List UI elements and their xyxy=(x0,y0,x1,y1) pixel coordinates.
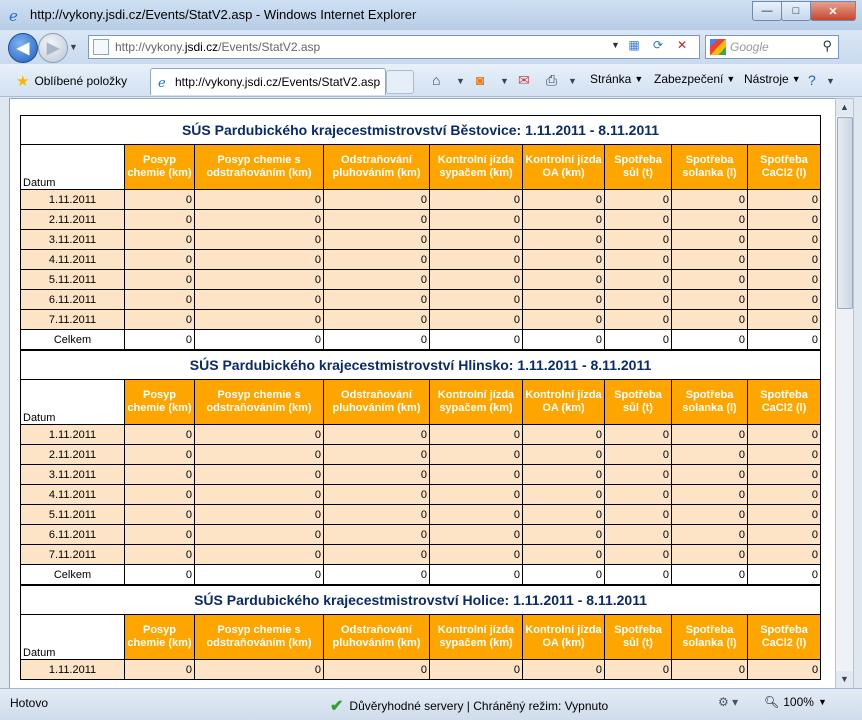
table-cell: 0 xyxy=(195,660,324,680)
table-cell: 0 xyxy=(430,210,523,230)
report-table xyxy=(20,350,821,585)
total-cell: 0 xyxy=(748,565,821,585)
row-date: 6.11.2011 xyxy=(21,525,125,545)
column-header-date: Datum xyxy=(21,615,125,660)
table-cell: 0 xyxy=(324,525,430,545)
column-header-date: Datum xyxy=(21,145,125,190)
column-header: Posyp chemie s odstraňováním (km) xyxy=(195,615,324,660)
report-title: SÚS Pardubického krajecestmistrovství Holice: 1.11.2011 - 8.11.2011 xyxy=(21,586,821,615)
favorites-button[interactable] xyxy=(16,72,127,90)
table-cell: 0 xyxy=(430,485,523,505)
table-cell: 0 xyxy=(125,250,195,270)
tab-title: http://vykony.jsdi.cz/Events/StatV2.asp xyxy=(175,75,381,89)
table-cell: 0 xyxy=(672,445,748,465)
table-row xyxy=(21,465,821,485)
table-cell: 0 xyxy=(605,525,672,545)
table-cell: 0 xyxy=(748,190,821,210)
table-cell: 0 xyxy=(748,250,821,270)
address-bar[interactable] xyxy=(88,35,700,59)
table-cell: 0 xyxy=(605,210,672,230)
table-cell: 0 xyxy=(430,525,523,545)
table-row xyxy=(21,425,821,445)
print-icon[interactable]: ⎙ xyxy=(546,72,558,88)
table-cell: 0 xyxy=(125,210,195,230)
table-cell: 0 xyxy=(748,485,821,505)
column-header: Posyp chemie (km) xyxy=(125,615,195,660)
table-cell: 0 xyxy=(430,230,523,250)
address-dropdown-icon[interactable]: ▼ xyxy=(611,40,620,50)
total-cell: 0 xyxy=(324,565,430,585)
table-cell: 0 xyxy=(324,310,430,330)
scroll-thumb[interactable] xyxy=(837,117,853,309)
report-table xyxy=(20,585,821,680)
row-date: 5.11.2011 xyxy=(21,505,125,525)
row-date: 1.11.2011 xyxy=(21,425,125,445)
table-cell: 0 xyxy=(672,505,748,525)
status-text: Hotovo xyxy=(10,696,49,710)
table-cell: 0 xyxy=(324,465,430,485)
feeds-dropdown-icon[interactable]: ▼ xyxy=(500,76,509,86)
table-cell: 0 xyxy=(195,425,324,445)
window-title: http://vykony.jsdi.cz/Events/StatV2.asp - Windows Internet Explorer xyxy=(30,7,417,22)
table-cell: 0 xyxy=(672,425,748,445)
total-cell: 0 xyxy=(430,330,523,350)
total-label: Celkem xyxy=(21,330,125,350)
table-cell: 0 xyxy=(324,505,430,525)
table-cell: 0 xyxy=(748,545,821,565)
table-cell: 0 xyxy=(605,545,672,565)
table-cell: 0 xyxy=(672,250,748,270)
table-cell: 0 xyxy=(125,190,195,210)
table-cell: 0 xyxy=(523,425,605,445)
table-cell: 0 xyxy=(324,425,430,445)
table-cell: 0 xyxy=(195,445,324,465)
table-cell: 0 xyxy=(195,230,324,250)
print-dropdown-icon[interactable]: ▼ xyxy=(568,76,577,86)
table-cell: 0 xyxy=(748,465,821,485)
star-icon: ★ xyxy=(16,73,30,90)
table-cell: 0 xyxy=(748,525,821,545)
column-header: Kontrolní jízda sypačem (km) xyxy=(430,380,523,425)
table-cell: 0 xyxy=(430,290,523,310)
table-cell: 0 xyxy=(324,270,430,290)
table-cell: 0 xyxy=(523,485,605,505)
table-cell: 0 xyxy=(605,505,672,525)
favorites-label: Oblíbené položky xyxy=(34,74,128,88)
table-cell: 0 xyxy=(125,290,195,310)
favorites-bar xyxy=(0,64,862,97)
column-header: Kontrolní jízda OA (km) xyxy=(523,615,605,660)
table-row xyxy=(21,270,821,290)
table-cell: 0 xyxy=(523,505,605,525)
table-cell: 0 xyxy=(605,485,672,505)
search-input[interactable]: Google xyxy=(730,40,769,54)
table-cell: 0 xyxy=(523,545,605,565)
table-cell: 0 xyxy=(672,270,748,290)
row-date: 2.11.2011 xyxy=(21,210,125,230)
row-date: 4.11.2011 xyxy=(21,250,125,270)
table-cell: 0 xyxy=(324,545,430,565)
table-cell: 0 xyxy=(324,190,430,210)
table-row xyxy=(21,445,821,465)
column-header: Spotřeba CaCl2 (l) xyxy=(748,615,821,660)
table-cell: 0 xyxy=(430,465,523,485)
row-date: 4.11.2011 xyxy=(21,485,125,505)
table-cell: 0 xyxy=(748,660,821,680)
table-cell: 0 xyxy=(195,545,324,565)
table-cell: 0 xyxy=(324,485,430,505)
ie-tab-icon xyxy=(157,75,171,89)
table-cell: 0 xyxy=(748,445,821,465)
table-cell: 0 xyxy=(324,250,430,270)
table-cell: 0 xyxy=(672,290,748,310)
table-cell: 0 xyxy=(195,210,324,230)
tab-current[interactable] xyxy=(150,68,386,95)
table-cell: 0 xyxy=(605,190,672,210)
close-button[interactable]: ✕ xyxy=(810,1,856,21)
table-cell: 0 xyxy=(672,525,748,545)
row-date: 7.11.2011 xyxy=(21,545,125,565)
feeds-icon[interactable]: ◙ xyxy=(476,72,485,88)
total-cell: 0 xyxy=(125,565,195,585)
table-cell: 0 xyxy=(672,190,748,210)
table-cell: 0 xyxy=(195,505,324,525)
table-cell: 0 xyxy=(672,545,748,565)
table-cell: 0 xyxy=(125,445,195,465)
home-dropdown-icon[interactable]: ▼ xyxy=(456,76,465,86)
column-header: Spotřeba CaCl2 (l) xyxy=(748,145,821,190)
table-row xyxy=(21,485,821,505)
security-zone[interactable]: ✔ Důvěryhodné servery | Chráněný režim: Vypnuto xyxy=(330,698,609,715)
column-header: Kontrolní jízda sypačem (km) xyxy=(430,145,523,190)
page-menu[interactable]: Stránka ▼ xyxy=(590,72,644,86)
total-cell: 0 xyxy=(523,330,605,350)
table-cell: 0 xyxy=(125,310,195,330)
back-button[interactable] xyxy=(8,33,38,63)
table-cell: 0 xyxy=(523,310,605,330)
table-cell: 0 xyxy=(748,425,821,445)
google-logo-icon xyxy=(710,39,726,55)
column-header: Spotřeba solanka (l) xyxy=(672,145,748,190)
table-cell: 0 xyxy=(672,210,748,230)
table-cell: 0 xyxy=(605,230,672,250)
new-tab-button[interactable] xyxy=(386,70,414,94)
table-cell: 0 xyxy=(195,290,324,310)
total-cell: 0 xyxy=(324,330,430,350)
table-cell: 0 xyxy=(523,210,605,230)
table-row xyxy=(21,230,821,250)
table-cell: 0 xyxy=(125,660,195,680)
stop-icon[interactable]: ✕ xyxy=(676,38,688,52)
total-cell: 0 xyxy=(125,330,195,350)
scroll-down-icon[interactable]: ▼ xyxy=(836,671,853,688)
table-cell: 0 xyxy=(195,310,324,330)
table-cell: 0 xyxy=(195,465,324,485)
total-cell: 0 xyxy=(195,330,324,350)
column-header: Spotřeba solanka (l) xyxy=(672,615,748,660)
home-icon[interactable]: ⌂ xyxy=(432,72,441,88)
table-cell: 0 xyxy=(523,660,605,680)
table-cell: 0 xyxy=(605,660,672,680)
total-cell: 0 xyxy=(748,330,821,350)
table-cell: 0 xyxy=(195,250,324,270)
table-cell: 0 xyxy=(672,230,748,250)
table-cell: 0 xyxy=(523,465,605,485)
column-header: Posyp chemie s odstraňováním (km) xyxy=(195,380,324,425)
table-cell: 0 xyxy=(523,445,605,465)
maximize-button[interactable]: □ xyxy=(781,1,811,21)
column-header: Spotřeba CaCl2 (l) xyxy=(748,380,821,425)
search-icon[interactable]: ⚲ xyxy=(822,38,832,53)
history-dropdown-icon[interactable]: ▼ xyxy=(69,42,78,52)
row-date: 1.11.2011 xyxy=(21,660,125,680)
table-cell: 0 xyxy=(748,505,821,525)
table-cell: 0 xyxy=(430,660,523,680)
back-arrow-icon: ◀ xyxy=(16,40,30,57)
column-header: Spotřeba sůl (t) xyxy=(605,615,672,660)
help-dropdown-icon[interactable]: ▼ xyxy=(826,76,835,86)
table-cell: 0 xyxy=(523,250,605,270)
table-cell: 0 xyxy=(672,465,748,485)
address-url[interactable]: http://vykony.jsdi.cz/Events/StatV2.asp xyxy=(115,40,321,54)
table-cell: 0 xyxy=(324,290,430,310)
table-cell: 0 xyxy=(125,465,195,485)
total-cell: 0 xyxy=(430,565,523,585)
zoom-control[interactable]: 🔍︎ 100% ▼ xyxy=(764,695,827,709)
table-cell: 0 xyxy=(430,505,523,525)
table-cell: 0 xyxy=(125,525,195,545)
table-cell: 0 xyxy=(605,445,672,465)
table-cell: 0 xyxy=(605,250,672,270)
table-row xyxy=(21,505,821,525)
column-header: Kontrolní jízda sypačem (km) xyxy=(430,615,523,660)
table-cell: 0 xyxy=(748,270,821,290)
column-header: Posyp chemie (km) xyxy=(125,380,195,425)
mail-icon[interactable]: ✉ xyxy=(518,72,530,88)
table-row xyxy=(21,660,821,680)
report-table xyxy=(20,115,821,350)
table-cell: 0 xyxy=(748,210,821,230)
table-cell: 0 xyxy=(672,660,748,680)
vertical-scrollbar[interactable] xyxy=(835,98,854,689)
table-cell: 0 xyxy=(748,230,821,250)
table-cell: 0 xyxy=(430,270,523,290)
column-header: Spotřeba sůl (t) xyxy=(605,145,672,190)
table-cell: 0 xyxy=(125,230,195,250)
table-cell: 0 xyxy=(748,290,821,310)
reports-container xyxy=(20,115,820,680)
total-cell: 0 xyxy=(672,565,748,585)
column-header-date: Datum xyxy=(21,380,125,425)
table-cell: 0 xyxy=(605,465,672,485)
minimize-button[interactable]: — xyxy=(752,1,782,21)
svg-text:e: e xyxy=(9,7,18,23)
table-cell: 0 xyxy=(430,310,523,330)
row-date: 2.11.2011 xyxy=(21,445,125,465)
table-cell: 0 xyxy=(748,310,821,330)
row-date: 1.11.2011 xyxy=(21,190,125,210)
table-cell: 0 xyxy=(195,270,324,290)
page-content xyxy=(9,98,837,689)
column-header: Posyp chemie (km) xyxy=(125,145,195,190)
column-header: Posyp chemie s odstraňováním (km) xyxy=(195,145,324,190)
table-cell: 0 xyxy=(430,425,523,445)
row-date: 7.11.2011 xyxy=(21,310,125,330)
table-cell: 0 xyxy=(523,290,605,310)
compatibility-view-icon[interactable]: ▦ xyxy=(628,38,640,52)
total-row xyxy=(21,330,821,350)
table-cell: 0 xyxy=(324,660,430,680)
safety-menu[interactable]: Zabezpečení ▼ xyxy=(654,72,736,86)
table-cell: 0 xyxy=(605,310,672,330)
ie-icon xyxy=(8,7,24,23)
total-cell: 0 xyxy=(523,565,605,585)
total-label: Celkem xyxy=(21,565,125,585)
table-cell: 0 xyxy=(523,190,605,210)
column-header: Odstraňování pluhováním (km) xyxy=(324,380,430,425)
table-row xyxy=(21,290,821,310)
total-cell: 0 xyxy=(195,565,324,585)
table-row xyxy=(21,190,821,210)
total-cell: 0 xyxy=(672,330,748,350)
page-icon xyxy=(93,39,109,55)
column-header: Spotřeba solanka (l) xyxy=(672,380,748,425)
search-box[interactable] xyxy=(705,35,839,59)
table-cell: 0 xyxy=(605,290,672,310)
table-cell: 0 xyxy=(672,485,748,505)
table-cell: 0 xyxy=(125,425,195,445)
table-cell: 0 xyxy=(430,445,523,465)
help-icon[interactable]: ? xyxy=(808,72,816,88)
column-header: Kontrolní jízda OA (km) xyxy=(523,380,605,425)
table-cell: 0 xyxy=(125,545,195,565)
zoom-icon: 🔍︎ xyxy=(764,695,780,709)
table-cell: 0 xyxy=(195,525,324,545)
table-cell: 0 xyxy=(430,250,523,270)
table-cell: 0 xyxy=(672,310,748,330)
forward-button[interactable] xyxy=(38,33,68,63)
column-header: Odstraňování pluhováním (km) xyxy=(324,145,430,190)
row-date: 5.11.2011 xyxy=(21,270,125,290)
table-cell: 0 xyxy=(430,545,523,565)
table-cell: 0 xyxy=(523,230,605,250)
table-cell: 0 xyxy=(324,230,430,250)
report-title: SÚS Pardubického krajecestmistrovství Běstovice: 1.11.2011 - 8.11.2011 xyxy=(21,116,821,145)
status-bar xyxy=(0,688,862,720)
table-row xyxy=(21,525,821,545)
table-row xyxy=(21,250,821,270)
table-cell: 0 xyxy=(605,270,672,290)
table-row xyxy=(21,210,821,230)
table-cell: 0 xyxy=(125,485,195,505)
column-header: Kontrolní jízda OA (km) xyxy=(523,145,605,190)
table-cell: 0 xyxy=(523,525,605,545)
table-row xyxy=(21,310,821,330)
row-date: 3.11.2011 xyxy=(21,230,125,250)
scroll-up-icon[interactable]: ▲ xyxy=(836,99,853,116)
table-cell: 0 xyxy=(195,190,324,210)
table-cell: 0 xyxy=(324,210,430,230)
report-title: SÚS Pardubického krajecestmistrovství Hlinsko: 1.11.2011 - 8.11.2011 xyxy=(21,351,821,380)
total-cell: 0 xyxy=(605,330,672,350)
column-header: Odstraňování pluhováním (km) xyxy=(324,615,430,660)
title-bar xyxy=(0,0,862,31)
table-cell: 0 xyxy=(324,445,430,465)
svg-text:e: e xyxy=(158,76,166,89)
row-date: 6.11.2011 xyxy=(21,290,125,310)
table-cell: 0 xyxy=(605,425,672,445)
table-cell: 0 xyxy=(523,270,605,290)
check-icon: ✔ xyxy=(330,698,344,715)
table-cell: 0 xyxy=(125,270,195,290)
zone-settings-icon[interactable]: ⚙ ▾ xyxy=(718,695,739,709)
row-date: 3.11.2011 xyxy=(21,465,125,485)
table-cell: 0 xyxy=(195,485,324,505)
forward-arrow-icon: ▶ xyxy=(46,40,60,57)
total-cell: 0 xyxy=(605,565,672,585)
refresh-icon[interactable]: ⟳ xyxy=(652,38,664,52)
address-toolbar xyxy=(0,30,862,64)
tools-menu[interactable]: Nástroje ▼ xyxy=(744,72,801,86)
column-header: Spotřeba sůl (t) xyxy=(605,380,672,425)
table-cell: 0 xyxy=(125,505,195,525)
table-cell: 0 xyxy=(430,190,523,210)
table-row xyxy=(21,545,821,565)
total-row xyxy=(21,565,821,585)
